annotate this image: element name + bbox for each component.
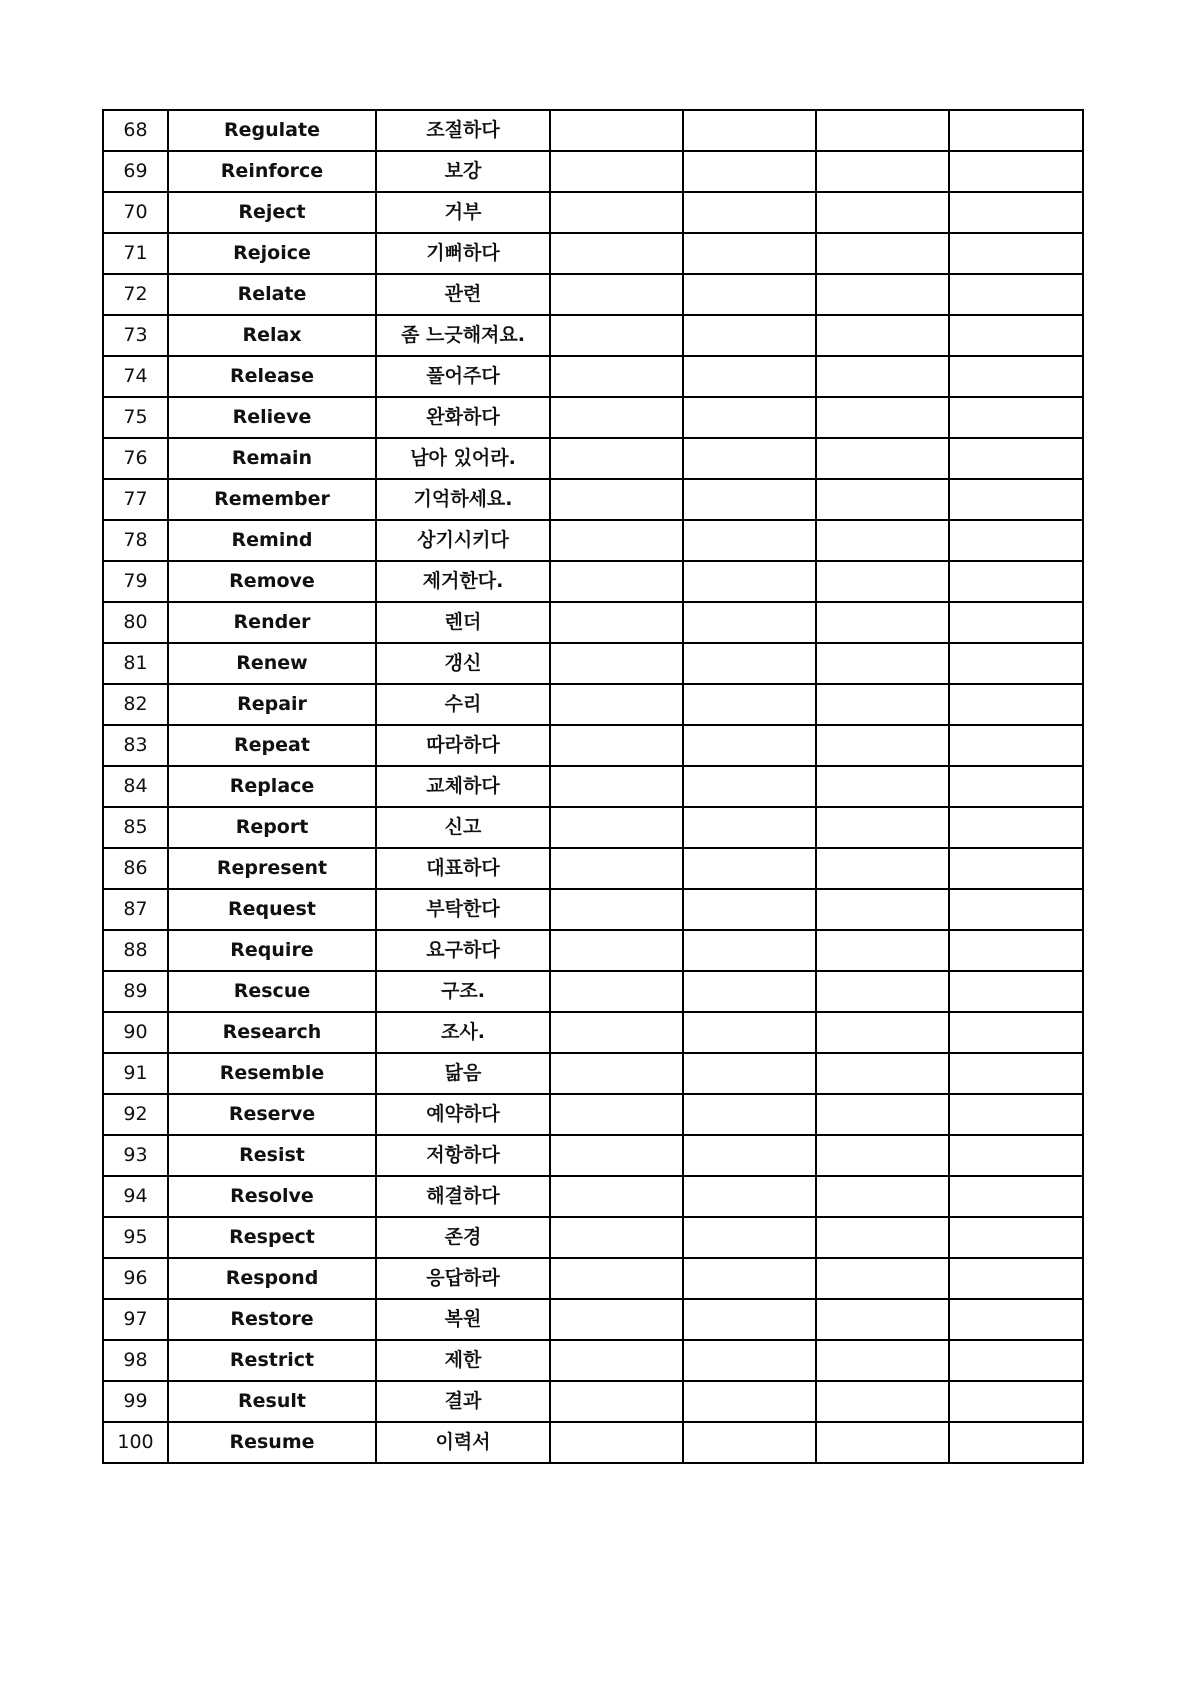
blank-cell	[816, 1299, 949, 1340]
korean-meaning: 이력서	[376, 1422, 550, 1463]
blank-cell	[816, 1176, 949, 1217]
blank-cell	[949, 479, 1083, 520]
blank-cell	[550, 848, 683, 889]
blank-cell	[949, 725, 1083, 766]
blank-cell	[816, 971, 949, 1012]
table-row	[103, 889, 1083, 930]
blank-cell	[683, 807, 816, 848]
blank-cell	[949, 1094, 1083, 1135]
table-row	[103, 1381, 1083, 1422]
blank-cell	[816, 561, 949, 602]
blank-cell	[816, 479, 949, 520]
blank-cell	[550, 151, 683, 192]
korean-meaning: 존경	[376, 1217, 550, 1258]
table-row	[103, 438, 1083, 479]
blank-cell	[949, 1012, 1083, 1053]
table-row	[103, 1422, 1083, 1463]
blank-cell	[816, 315, 949, 356]
row-number: 93	[103, 1135, 168, 1176]
korean-meaning: 보강	[376, 151, 550, 192]
blank-cell	[949, 1340, 1083, 1381]
english-word: Relate	[168, 274, 376, 315]
blank-cell	[949, 1299, 1083, 1340]
blank-cell	[683, 889, 816, 930]
korean-meaning: 제거한다.	[376, 561, 550, 602]
english-word: Restrict	[168, 1340, 376, 1381]
blank-cell	[550, 356, 683, 397]
blank-cell	[949, 807, 1083, 848]
korean-meaning: 복원	[376, 1299, 550, 1340]
blank-cell	[949, 1381, 1083, 1422]
blank-cell	[683, 520, 816, 561]
korean-meaning: 요구하다	[376, 930, 550, 971]
blank-cell	[949, 520, 1083, 561]
korean-meaning: 조사.	[376, 1012, 550, 1053]
blank-cell	[949, 110, 1083, 151]
table-row	[103, 1176, 1083, 1217]
english-word: Result	[168, 1381, 376, 1422]
korean-meaning: 예약하다	[376, 1094, 550, 1135]
english-word: Repair	[168, 684, 376, 725]
english-word: Remain	[168, 438, 376, 479]
blank-cell	[683, 643, 816, 684]
blank-cell	[683, 602, 816, 643]
english-word: Resume	[168, 1422, 376, 1463]
table-row	[103, 1094, 1083, 1135]
blank-cell	[550, 766, 683, 807]
blank-cell	[683, 356, 816, 397]
blank-cell	[816, 807, 949, 848]
english-word: Request	[168, 889, 376, 930]
blank-cell	[550, 397, 683, 438]
blank-cell	[949, 1135, 1083, 1176]
blank-cell	[550, 1135, 683, 1176]
english-word: Restore	[168, 1299, 376, 1340]
korean-meaning: 제한	[376, 1340, 550, 1381]
table-row	[103, 110, 1083, 151]
row-number: 87	[103, 889, 168, 930]
english-word: Remove	[168, 561, 376, 602]
blank-cell	[816, 438, 949, 479]
blank-cell	[816, 848, 949, 889]
blank-cell	[550, 520, 683, 561]
korean-meaning: 갱신	[376, 643, 550, 684]
korean-meaning: 기억하세요.	[376, 479, 550, 520]
blank-cell	[550, 1217, 683, 1258]
korean-meaning: 결과	[376, 1381, 550, 1422]
blank-cell	[683, 1217, 816, 1258]
blank-cell	[816, 192, 949, 233]
blank-cell	[816, 1012, 949, 1053]
english-word: Respect	[168, 1217, 376, 1258]
blank-cell	[550, 807, 683, 848]
blank-cell	[949, 274, 1083, 315]
blank-cell	[816, 233, 949, 274]
english-word: Resist	[168, 1135, 376, 1176]
english-word: Repeat	[168, 725, 376, 766]
blank-cell	[816, 1381, 949, 1422]
blank-cell	[550, 1299, 683, 1340]
row-number: 69	[103, 151, 168, 192]
table-row	[103, 807, 1083, 848]
english-word: Relax	[168, 315, 376, 356]
table-row	[103, 766, 1083, 807]
blank-cell	[550, 1012, 683, 1053]
blank-cell	[816, 356, 949, 397]
vocabulary-table-body	[103, 110, 1083, 1463]
table-row	[103, 971, 1083, 1012]
row-number: 83	[103, 725, 168, 766]
blank-cell	[683, 438, 816, 479]
korean-meaning: 부탁한다	[376, 889, 550, 930]
korean-meaning: 완화하다	[376, 397, 550, 438]
blank-cell	[816, 1422, 949, 1463]
korean-meaning: 좀 느긋해져요.	[376, 315, 550, 356]
row-number: 76	[103, 438, 168, 479]
korean-meaning: 조절하다	[376, 110, 550, 151]
blank-cell	[550, 561, 683, 602]
blank-cell	[683, 1340, 816, 1381]
korean-meaning: 응답하라	[376, 1258, 550, 1299]
korean-meaning: 대표하다	[376, 848, 550, 889]
blank-cell	[949, 561, 1083, 602]
blank-cell	[949, 643, 1083, 684]
english-word: Relieve	[168, 397, 376, 438]
blank-cell	[550, 438, 683, 479]
blank-cell	[949, 971, 1083, 1012]
row-number: 96	[103, 1258, 168, 1299]
korean-meaning: 신고	[376, 807, 550, 848]
table-row	[103, 1012, 1083, 1053]
blank-cell	[683, 315, 816, 356]
english-word: Represent	[168, 848, 376, 889]
blank-cell	[550, 930, 683, 971]
korean-meaning: 따라하다	[376, 725, 550, 766]
blank-cell	[816, 274, 949, 315]
row-number: 73	[103, 315, 168, 356]
blank-cell	[683, 397, 816, 438]
blank-cell	[550, 602, 683, 643]
blank-cell	[949, 1258, 1083, 1299]
blank-cell	[949, 151, 1083, 192]
blank-cell	[816, 1340, 949, 1381]
row-number: 100	[103, 1422, 168, 1463]
english-word: Require	[168, 930, 376, 971]
row-number: 84	[103, 766, 168, 807]
blank-cell	[816, 1135, 949, 1176]
row-number: 99	[103, 1381, 168, 1422]
blank-cell	[949, 1053, 1083, 1094]
table-row	[103, 192, 1083, 233]
blank-cell	[683, 684, 816, 725]
blank-cell	[683, 848, 816, 889]
table-row	[103, 602, 1083, 643]
blank-cell	[683, 192, 816, 233]
blank-cell	[949, 602, 1083, 643]
blank-cell	[550, 1176, 683, 1217]
english-word: Rejoice	[168, 233, 376, 274]
blank-cell	[816, 889, 949, 930]
row-number: 77	[103, 479, 168, 520]
table-row	[103, 397, 1083, 438]
row-number: 85	[103, 807, 168, 848]
row-number: 78	[103, 520, 168, 561]
blank-cell	[949, 192, 1083, 233]
blank-cell	[683, 1258, 816, 1299]
korean-meaning: 거부	[376, 192, 550, 233]
blank-cell	[683, 1094, 816, 1135]
blank-cell	[949, 766, 1083, 807]
row-number: 68	[103, 110, 168, 151]
blank-cell	[683, 725, 816, 766]
table-row	[103, 356, 1083, 397]
english-word: Rescue	[168, 971, 376, 1012]
table-row	[103, 520, 1083, 561]
blank-cell	[949, 889, 1083, 930]
blank-cell	[949, 438, 1083, 479]
blank-cell	[816, 1258, 949, 1299]
blank-cell	[949, 848, 1083, 889]
blank-cell	[550, 1053, 683, 1094]
row-number: 91	[103, 1053, 168, 1094]
korean-meaning: 렌더	[376, 602, 550, 643]
korean-meaning: 상기시키다	[376, 520, 550, 561]
table-row	[103, 1258, 1083, 1299]
blank-cell	[816, 643, 949, 684]
blank-cell	[949, 930, 1083, 971]
table-row	[103, 274, 1083, 315]
blank-cell	[949, 1176, 1083, 1217]
blank-cell	[550, 725, 683, 766]
table-row	[103, 848, 1083, 889]
blank-cell	[949, 397, 1083, 438]
blank-cell	[683, 1422, 816, 1463]
table-row	[103, 151, 1083, 192]
blank-cell	[949, 1217, 1083, 1258]
blank-cell	[550, 1340, 683, 1381]
blank-cell	[683, 930, 816, 971]
blank-cell	[683, 1176, 816, 1217]
blank-cell	[949, 315, 1083, 356]
blank-cell	[550, 192, 683, 233]
english-word: Regulate	[168, 110, 376, 151]
blank-cell	[816, 930, 949, 971]
english-word: Render	[168, 602, 376, 643]
vocabulary-table	[102, 109, 1084, 1464]
blank-cell	[816, 1053, 949, 1094]
blank-cell	[550, 889, 683, 930]
table-row	[103, 1340, 1083, 1381]
korean-meaning: 닮음	[376, 1053, 550, 1094]
table-row	[103, 1217, 1083, 1258]
korean-meaning: 수리	[376, 684, 550, 725]
blank-cell	[683, 1053, 816, 1094]
korean-meaning: 기뻐하다	[376, 233, 550, 274]
row-number: 75	[103, 397, 168, 438]
row-number: 97	[103, 1299, 168, 1340]
blank-cell	[816, 1094, 949, 1135]
blank-cell	[949, 233, 1083, 274]
row-number: 92	[103, 1094, 168, 1135]
table-row	[103, 315, 1083, 356]
row-number: 74	[103, 356, 168, 397]
blank-cell	[816, 151, 949, 192]
row-number: 89	[103, 971, 168, 1012]
korean-meaning: 풀어주다	[376, 356, 550, 397]
blank-cell	[550, 1258, 683, 1299]
korean-meaning: 관련	[376, 274, 550, 315]
english-word: Report	[168, 807, 376, 848]
table-row	[103, 725, 1083, 766]
blank-cell	[550, 110, 683, 151]
english-word: Release	[168, 356, 376, 397]
blank-cell	[816, 397, 949, 438]
blank-cell	[683, 1135, 816, 1176]
row-number: 98	[103, 1340, 168, 1381]
blank-cell	[683, 1299, 816, 1340]
row-number: 80	[103, 602, 168, 643]
blank-cell	[550, 684, 683, 725]
blank-cell	[683, 1012, 816, 1053]
blank-cell	[683, 151, 816, 192]
row-number: 82	[103, 684, 168, 725]
blank-cell	[550, 274, 683, 315]
blank-cell	[816, 684, 949, 725]
blank-cell	[550, 479, 683, 520]
table-row	[103, 233, 1083, 274]
table-row	[103, 1053, 1083, 1094]
english-word: Reinforce	[168, 151, 376, 192]
row-number: 72	[103, 274, 168, 315]
english-word: Resolve	[168, 1176, 376, 1217]
table-row	[103, 561, 1083, 602]
table-row	[103, 479, 1083, 520]
blank-cell	[683, 766, 816, 807]
blank-cell	[683, 971, 816, 1012]
korean-meaning: 저항하다	[376, 1135, 550, 1176]
english-word: Resemble	[168, 1053, 376, 1094]
row-number: 71	[103, 233, 168, 274]
korean-meaning: 해결하다	[376, 1176, 550, 1217]
row-number: 95	[103, 1217, 168, 1258]
table-row	[103, 930, 1083, 971]
blank-cell	[550, 1422, 683, 1463]
blank-cell	[550, 643, 683, 684]
english-word: Remind	[168, 520, 376, 561]
table-row	[103, 1135, 1083, 1176]
korean-meaning: 교체하다	[376, 766, 550, 807]
english-word: Remember	[168, 479, 376, 520]
row-number: 88	[103, 930, 168, 971]
row-number: 70	[103, 192, 168, 233]
blank-cell	[683, 110, 816, 151]
blank-cell	[816, 766, 949, 807]
korean-meaning: 구조.	[376, 971, 550, 1012]
english-word: Research	[168, 1012, 376, 1053]
row-number: 90	[103, 1012, 168, 1053]
blank-cell	[550, 1381, 683, 1422]
row-number: 81	[103, 643, 168, 684]
english-word: Reserve	[168, 1094, 376, 1135]
table-row	[103, 643, 1083, 684]
blank-cell	[683, 233, 816, 274]
blank-cell	[816, 1217, 949, 1258]
blank-cell	[683, 274, 816, 315]
blank-cell	[550, 1094, 683, 1135]
english-word: Respond	[168, 1258, 376, 1299]
english-word: Renew	[168, 643, 376, 684]
row-number: 86	[103, 848, 168, 889]
blank-cell	[949, 1422, 1083, 1463]
blank-cell	[683, 479, 816, 520]
blank-cell	[550, 233, 683, 274]
blank-cell	[816, 520, 949, 561]
blank-cell	[816, 110, 949, 151]
blank-cell	[550, 971, 683, 1012]
english-word: Replace	[168, 766, 376, 807]
blank-cell	[683, 1381, 816, 1422]
korean-meaning: 남아 있어라.	[376, 438, 550, 479]
row-number: 79	[103, 561, 168, 602]
blank-cell	[683, 561, 816, 602]
blank-cell	[949, 356, 1083, 397]
blank-cell	[816, 602, 949, 643]
table-row	[103, 684, 1083, 725]
english-word: Reject	[168, 192, 376, 233]
blank-cell	[949, 684, 1083, 725]
blank-cell	[816, 725, 949, 766]
table-row	[103, 1299, 1083, 1340]
row-number: 94	[103, 1176, 168, 1217]
blank-cell	[550, 315, 683, 356]
